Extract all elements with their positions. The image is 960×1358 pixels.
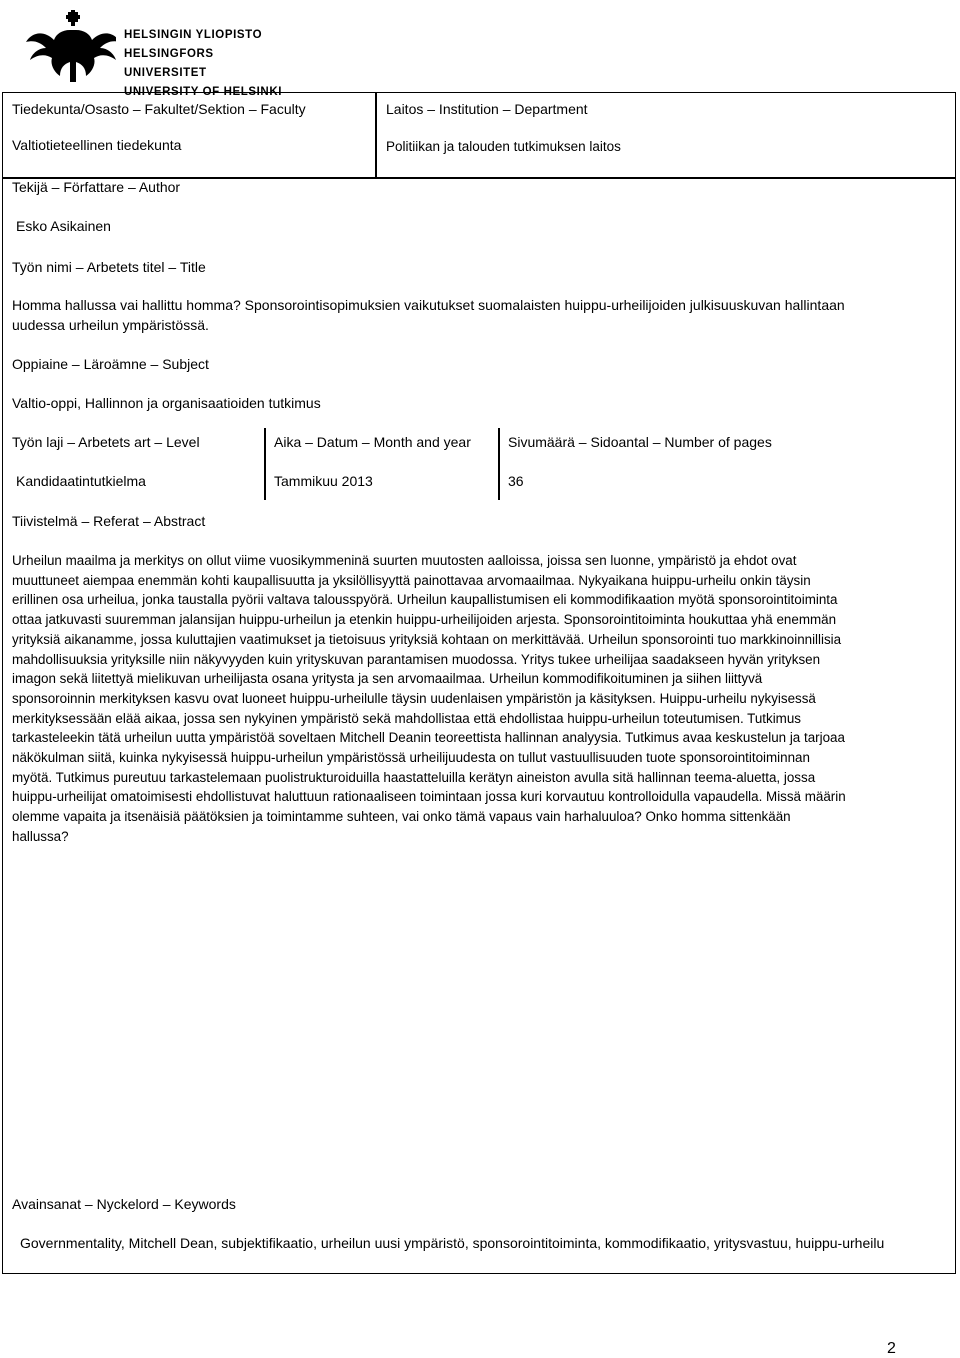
title-value: Homma hallussa vai hallittu homma? Sponsorointisopimuksien vaikutukset suomalaisten huippu-urheilijoiden julkisuuskuvan hallintaan uudessa urheilun ympäristössä. (12, 297, 845, 333)
keywords-label: Avainsanat – Nyckelord – Keywords (12, 1196, 236, 1212)
subject-label: Oppiaine – Läroämne – Subject (12, 356, 209, 372)
flame-torch-icon (24, 10, 116, 84)
logo-line-sv: HELSINGFORS UNIVERSITET (124, 48, 214, 79)
page-number: 2 (887, 1340, 896, 1357)
author-label: Tekijä – Författare – Author (12, 179, 181, 195)
author-value: Esko Asikainen (16, 218, 111, 234)
university-name (124, 26, 284, 102)
department-label: Laitos – Institution – Department (386, 101, 588, 117)
keywords-value: Governmentality, Mitchell Dean, subjektifikaatio, urheilun uusi ympäristö, sponsorointitoiminta, kommodifikaatio, yritysvastuu, huippu-urheilu (20, 1235, 885, 1251)
subject-value: Valtio-oppi, Hallinnon ja organisaatioiden tutkimus (12, 395, 321, 411)
department-value: Politiikan ja talouden tutkimuksen laitos (386, 139, 621, 154)
pages-value: 36 (508, 473, 524, 489)
faculty-label: Tiedekunta/Osasto – Fakultet/Sektion – Faculty (12, 101, 306, 117)
logo-line-fi: HELSINGIN YLIOPISTO (124, 29, 263, 41)
university-logo (24, 10, 284, 98)
divider (498, 428, 500, 500)
level-label: Työn laji – Arbetets art – Level (12, 434, 200, 450)
logo-line-en: UNIVERSITY OF HELSINKI (124, 86, 283, 98)
abstract-text: Urheilun maailma ja merkitys on ollut viime vuosikymmeninä suurten muutosten aalloissa, joissa sen luonne, ympäristö ja ehdot ovat muuttuneet aiempaa enemmän kohti kaupallisuutta ja yksilöllisyyttä painottavaa arvomaailmaa. Nykyaikana huippu-urheilu onkin täysin erillinen osa urheilua, jonka taustalla pyörii valtava talousspyörä. Urheilun kaupallistumisen eli kommodifikaation myötä sponsorointitoiminta ottaa jatkuvasti suuremman jalansijan huippu-urheilun ja etenkin huippu-urheilijoiden arjesta. Sponsorointitoiminta houkuttaa yhä enemmän yrityksiä aikanamme, jossa kuluttajien vaatimukset ja tietoisuus yrityksiä kohtaan on merkittävää. Urheilun sponsorointi tuo markkinoinnillisia mahdollisuuksia yrityksille niin näkyvyyden kuin yrityskuvan parantamisen muodossa. Yritys tukee urheilijaa saadakseen hyvän yrityksen imagon sekä liitettyä mielikuvan urheilijasta osana yritysta ja sen arvomaailmaa. Urheilun kommodifikoituminen ja siihen liittyvä sponsoroinnin merkityksen kasvu ovat luoneet huippu-urheilulle täysin uudenlaisen ympäristön ja käsityksen. Huippu-urheilu nykyisessä merkityksessään elää aikaa, jossa sen nykyinen ympäristö sekä mahdollistaa että ehdollistaa huippu-urheilun toteutumisen. Tutkimus tarkasteleekin tätä urheilun uutta ympäristöä soveltaen Mitchell Deanin teoreettista hallinnan analyysia. Tutkimus avaa keskustelun ja tarjoaa näkökulman siitä, kuinka nykyisessä huippu-urheilun ympäristössä urheilijuudesta on tullut vastuullisuuden tuote sponsorointitoiminnan myötä. Tutkimus pureutuu tarkastelemaan puolistrukturoiduilla haastatteluilla kerätyn aineiston avulla sitä hallinnan teema-aluetta, jossa huippu-urheilijat omatoimisesti ehdollistuvat haluttuun rationaaliseen toimintaan jossa kuri korvautuu kontrolloidulla vapaudella. Missä määrin olemme vapaita ja itsenäisiä päätöksien ja toimintamme suhteen, vai onko tämä vapaus vain harhaluuloa? Onko homma sittenkään hallussa? (12, 553, 846, 844)
title-label: Työn nimi – Arbetets titel – Title (12, 259, 206, 275)
level-value: Kandidaatintutkielma (16, 473, 146, 489)
faculty-value: Valtiotieteellinen tiedekunta (12, 137, 182, 153)
date-value: Tammikuu 2013 (274, 473, 373, 489)
date-label: Aika – Datum – Month and year (274, 434, 471, 450)
abstract-label: Tiivistelmä – Referat – Abstract (12, 513, 206, 529)
divider (375, 92, 377, 178)
pages-label: Sivumäärä – Sidoantal – Number of pages (508, 434, 772, 450)
divider (264, 428, 266, 500)
